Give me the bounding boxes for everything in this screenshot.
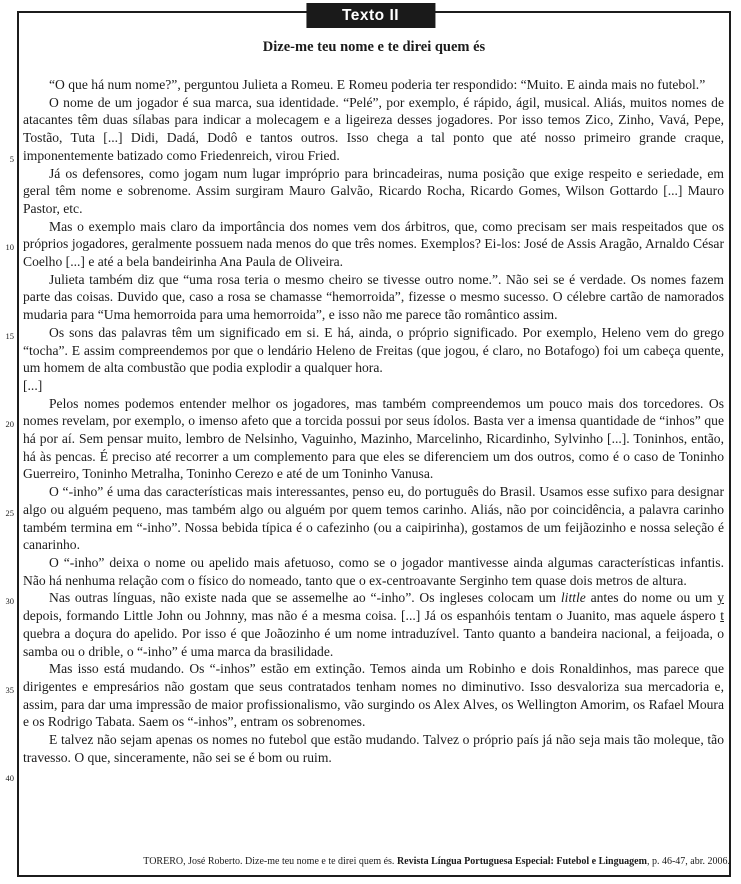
text-segment: Julieta também diz que “uma rosa teria o mesmo cheiro se tivesse outro nome.”. Não sei se é verdade. Os nomes fazem parte das coisas. Duvido que, caso a rosa se chamasse “hemorroida”, fizesse o mesmo sucesso. O célebre cartão de namorados mudaria para “Uma hemorroida para uma hemorroida”, e isso não me parece tão romântico assim. xyxy=(23,271,724,323)
line-number: 40 xyxy=(5,773,14,784)
line-number: 25 xyxy=(5,507,14,518)
paragraph xyxy=(23,324,724,377)
paragraph xyxy=(23,218,724,271)
text-segment: little xyxy=(560,590,586,606)
document-title: Dize-me teu nome e te direi quem és xyxy=(262,39,486,55)
line-number: 20 xyxy=(5,419,14,430)
text-segment: quebra a doçura do apelido. Por isso é que Joãozinho é um nome intraduzível. Tanto quanto a bandeira nacional, a feijoada, o samba ou o drible, o “-inho” é uma marca da brasilidade. xyxy=(23,625,724,659)
paragraph xyxy=(23,76,724,94)
text-segment: y xyxy=(717,590,724,606)
line-number: 5 xyxy=(9,153,14,164)
text-segment: Os sons das palavras têm um significado em si. E há, ainda, o próprio significado. Por exemplo, Heleno vem do grego “tocha”. E assim compreendemos por que o lendário Heleno de Freitas (que jogou, é claro, no Botafogo) foi um cabeça quente, um homem de alta combustão que podia explodir a qualquer hora. xyxy=(23,324,724,376)
paragraph xyxy=(23,271,724,324)
line-number: 35 xyxy=(5,684,14,695)
text-segment: E talvez não sejam apenas os nomes no futebol que estão mudando. Talvez o próprio país já não seja mais tão moleque, tão travesso. O que, sinceramente, não sei se é bom ou ruim. xyxy=(23,732,724,765)
text-segment: Mas o exemplo mais claro da importância dos nomes vem dos árbitros, que, como precisam ser mais respeitados que os próprios jogadores, geralmente possuem nada menos do que três nomes. Exemplos? Ei-los: José de Assis Aragão, Arnaldo César Coelho [...] e até a bela bandeirinha Ana Paula de Oliveira. xyxy=(23,218,724,270)
paragraph xyxy=(23,483,724,554)
citation-prefix: TORERO, José Roberto. Dize-me teu nome e te direi quem és. xyxy=(143,856,397,867)
paragraph xyxy=(23,589,724,660)
texto-ii-header-label: Texto II xyxy=(306,3,435,28)
line-number: 30 xyxy=(5,596,14,607)
text-segment: Pelos nomes podemos entender melhor os jogadores, mas também compreendemos um pouco mais dos torcedores. Os nomes revelam, por exemplo, o imenso afeto que a torcida possui por seus ídolos. Basta ver a imensa quantidade de “inhos” que há por aí. Sem pensar muito, lembro de Nelsinho, Vaguinho, Mazinho, Marcelinho, Ricardinho, Sylvinho [...]. Toninhos, então, há às pencas. É preciso até recorrer a um complemento para que eles se diferenciem um dos outros, como é o caso de Toninho Guerreiro, Toninho Metralha, Toninho Cerezo e até de um Toninho Vanusa. xyxy=(23,395,724,482)
text-segment: Nas outras línguas, não existe nada que se assemelhe ao “-inho”. Os ingleses colocam um xyxy=(49,590,561,606)
text-segment: depois, formando Little John ou Johnny, mas não é a mesma coisa. [...] Já os espanhóis tentam o Juanito, mas aquele áspero xyxy=(23,608,721,624)
text-segment: O nome de um jogador é sua marca, sua identidade. “Pelé”, por exemplo, é rápido, ágil, musical. Aliás, muitos nomes de atacantes têm duas sílabas para indicar a molecagem e a ligeireza desses jogadores. Por isso temos Zico, Zinho, Vavá, Pepe, Tostão, Tuta [...] Didi, Dadá, Dodô e tantos outros. Isso chega a tal ponto que até nosso primeiro grande craque, imponentemente batizado como Friedenreich, virou Fried. xyxy=(23,94,724,163)
document-box xyxy=(17,11,731,877)
paragraph xyxy=(23,165,724,218)
text-segment: “O que há num nome?”, perguntou Julieta a Romeu. E Romeu poderia ter respondido: “Muito. E ainda mais no futebol.” xyxy=(49,77,706,92)
citation-journal-title: Revista Língua Portuguesa Especial: Futebol e Linguagem xyxy=(396,856,647,867)
line-number: 10 xyxy=(5,242,14,253)
paragraph xyxy=(23,377,724,395)
text-segment: t xyxy=(720,608,724,624)
paragraph xyxy=(23,660,724,731)
line-number: 15 xyxy=(5,330,14,341)
citation xyxy=(143,856,730,868)
citation-suffix: , p. 46-47, abr. 2006. xyxy=(646,856,730,867)
paragraph xyxy=(23,395,724,484)
paragraph xyxy=(23,731,724,766)
text-segment: [...] xyxy=(23,377,43,393)
paragraph xyxy=(23,94,724,165)
document-text-body xyxy=(23,76,724,766)
text-segment: Mas isso está mudando. Os “-inhos” estão em extinção. Temos ainda um Robinho e dois Ronaldinhos, mas parece que dirigentes e empresários não gostam que seus contratados tenham nomes no diminutivo. Isso desvaloriza sua mercadoria e, assim, para dar uma impressão de maior profissionalismo, vão surgindo os Alex Alves, os Wellington Amorim, os Rafael Moura e os Rodrigo Tabata. Saem os “-inhos”, entram os sobrenomes. xyxy=(23,661,724,730)
text-segment: antes do nome ou um xyxy=(585,590,718,606)
paragraph xyxy=(23,554,724,589)
text-segment: O “-inho” deixa o nome ou apelido mais afetuoso, como se o jogador mantivesse ainda algumas características infantis. Não há nenhuma relação com o físico do nomeado, tanto que o ex-centroavante Serginho tem quase dois metros de altura. xyxy=(23,554,724,588)
text-segment: O “-inho” é uma das características mais interessantes, penso eu, do português do Brasil. Usamos esse sufixo para designar algo ou alguém pequeno, mas também algo ou alguém por quem temos carinho. Aliás, não por coincidência, a palavra carinho também termina em “-inho”. Nossa bebida típica é o cafezinho (ou a caipirinha), gostamos de um feijãozinho e nossa seleção é canarinho. xyxy=(23,484,724,553)
text-segment: Já os defensores, como jogam num lugar impróprio para brincadeiras, numa posição que exige respeito e seriedade, em geral têm nome e sobrenome. Assim surgiram Mauro Galvão, Ricardo Rocha, Ricardo Gomes, Wilson Gottardo [...] Mauro Pastor, etc. xyxy=(23,165,724,216)
